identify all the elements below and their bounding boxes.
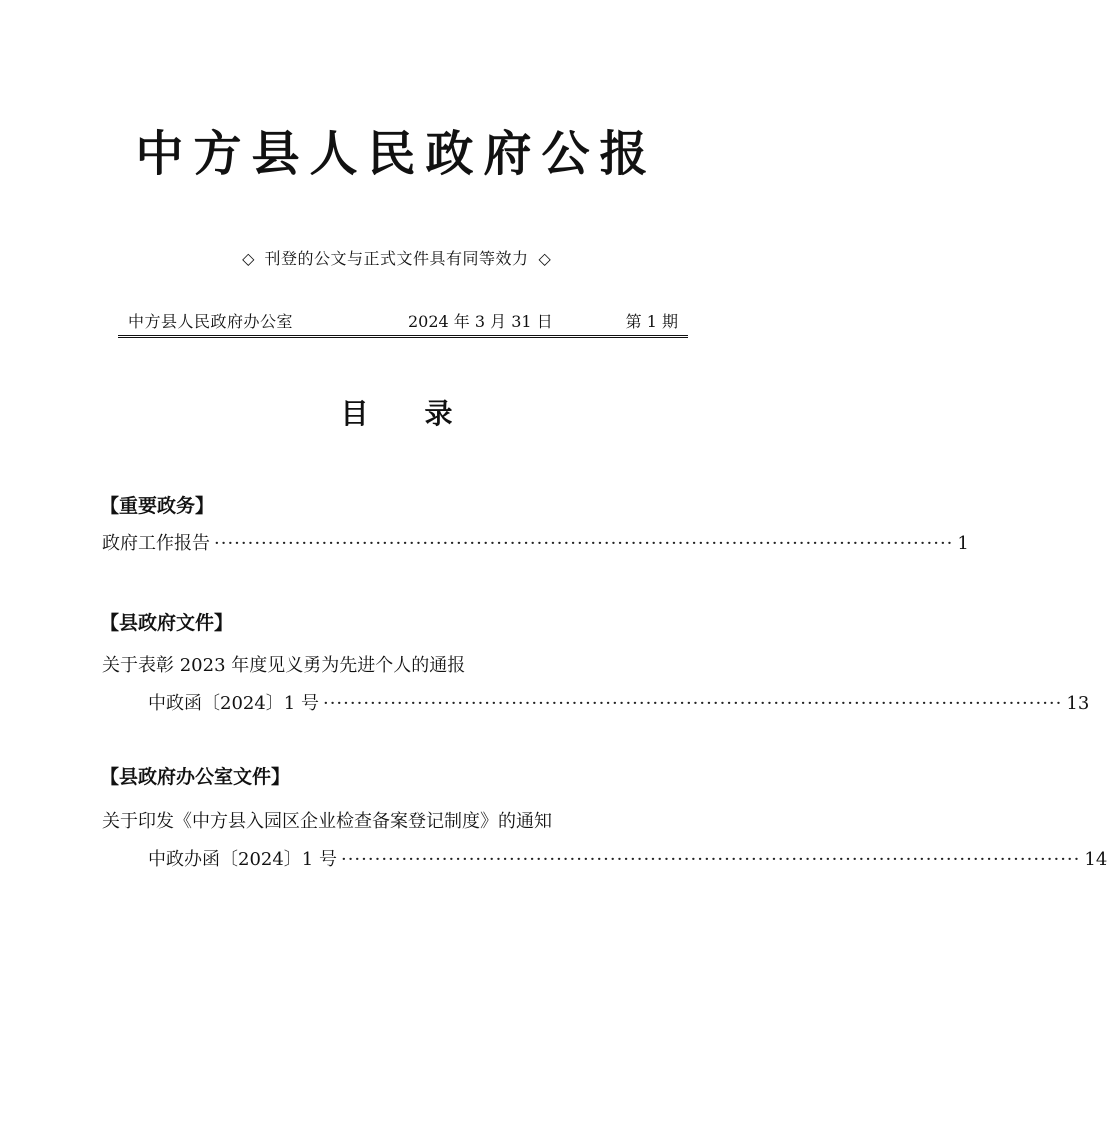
toc-entry[interactable]: [148, 690, 1090, 718]
toc-entry-doc-number[interactable]: 中政办函〔2024〕1 号: [148, 849, 337, 870]
toc-entry-title[interactable]: 关于表彰 2023 年度见义勇为先进个人的通报: [102, 655, 466, 676]
toc-entry-doc-number[interactable]: 中政函〔2024〕1 号: [148, 693, 319, 714]
section-heading-important-affairs: 【重要政务】: [100, 495, 215, 517]
toc-entry-title[interactable]: 关于印发《中方县入园区企业检查备案登记制度》的通知: [102, 811, 552, 832]
section-heading-county-government-documents: 【县政府文件】: [100, 612, 234, 634]
diamond-left-icon: ◇: [242, 249, 255, 268]
dot-leader: ··············································································································: [322, 693, 1063, 714]
issue-date: 2024 年 3 月 31 日: [408, 312, 553, 331]
toc-title-char: 目: [340, 397, 369, 430]
dot-leader: ··············································································································: [340, 849, 1081, 870]
validity-text: 刊登的公文与正式文件具有同等效力: [264, 249, 529, 268]
toc-entry-title[interactable]: 政府工作报告: [102, 533, 210, 554]
toc-entry-page: 14: [1084, 849, 1107, 870]
toc-entry-page: 13: [1066, 693, 1090, 714]
toc-entry[interactable]: [148, 846, 1107, 874]
issue-number: 第 1 期: [625, 312, 678, 331]
issue-info-line: [118, 309, 688, 338]
toc-entry-page: 1: [957, 533, 969, 554]
toc-entry[interactable]: [102, 530, 969, 558]
dot-leader: ··············································································································: [214, 533, 954, 554]
toc-title-char: 录: [424, 397, 453, 430]
validity-statement: [0, 245, 793, 273]
issuer-name: 中方县人民政府办公室: [128, 312, 294, 331]
toc-title: [0, 394, 793, 434]
diamond-right-icon: ◇: [538, 249, 551, 268]
bulletin-masthead: 中方县人民政府公报: [135, 126, 658, 182]
section-heading-county-office-documents: 【县政府办公室文件】: [100, 766, 291, 788]
